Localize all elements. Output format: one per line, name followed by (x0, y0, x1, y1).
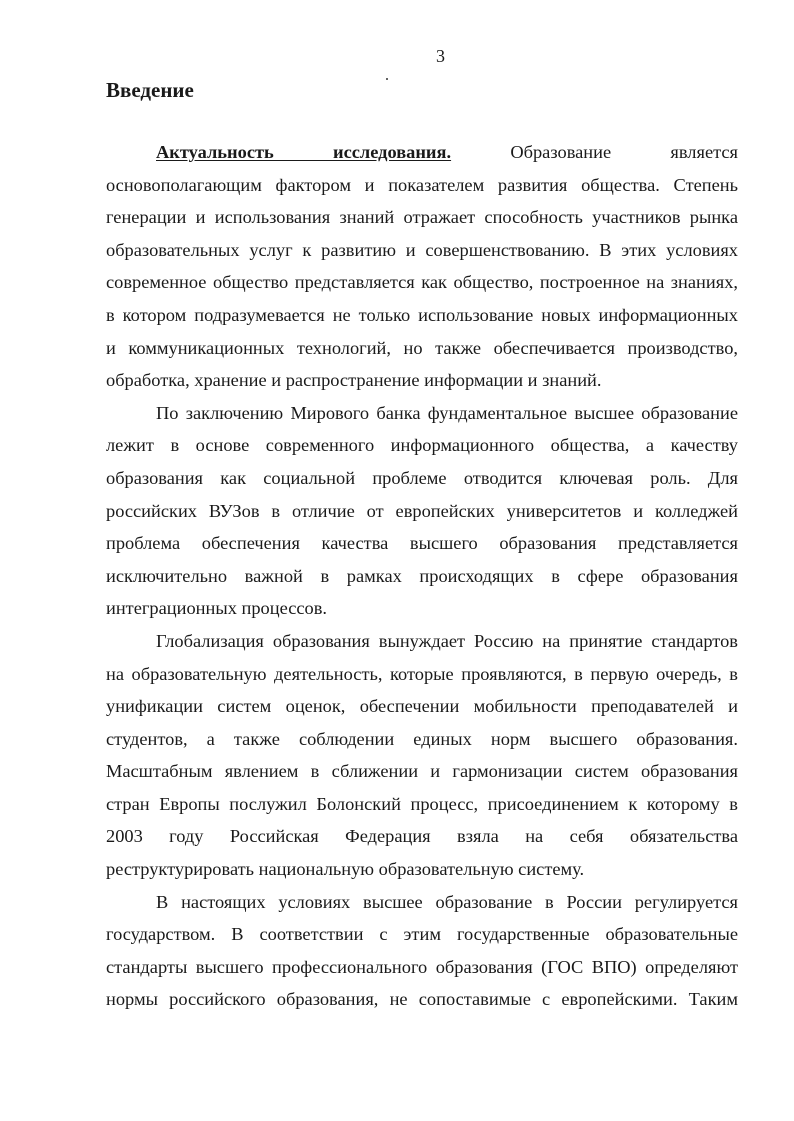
page-number: 3 (436, 46, 445, 66)
paragraph-line: исключительно важной в рамках происходящих в сфере образования (106, 565, 738, 586)
paragraph-globalization (106, 625, 738, 886)
paragraph-line: студентов, а также соблюдении единых норм высшего образования. (106, 728, 738, 749)
paragraph-line: реструктурировать национальную образовательную систему. (106, 859, 585, 880)
paragraph-line-text: Образование является (510, 142, 738, 162)
paragraph-line: стран Европы послужил Болонский процесс, присоединением к которому в (106, 793, 738, 814)
paragraph-relevance (106, 136, 738, 397)
paragraph-line: нормы российского образования, не сопоставимые с европейскими. Таким (106, 989, 738, 1010)
paragraph-line: основополагающим фактором и показателем развития общества. Степень (106, 174, 738, 195)
scan-speck (386, 78, 388, 80)
paragraph-line: В настоящих условиях высшее образование в России регулируется (156, 891, 738, 912)
paragraph-line: образовательных услуг к развитию и совершенствованию. В этих условиях (106, 239, 738, 260)
paragraph-line: обработка, хранение и распространение информации и знаний. (106, 370, 602, 391)
paragraph-line: образования как социальной проблеме отводится ключевая роль. Для (106, 467, 738, 488)
paragraph-line: интеграционных процессов. (106, 598, 327, 619)
paragraph-line: и коммуникационных технологий, но также обеспечивается производство, (106, 337, 738, 358)
paragraph-line: 2003 году Российская Федерация взяла на себя обязательства (106, 826, 738, 847)
paragraph-line: современное общество представляется как общество, построенное на знаниях, (106, 272, 738, 293)
paragraph-world-bank (106, 397, 738, 625)
paragraph-line: Глобализация образования вынуждает Россию на принятие стандартов (156, 630, 738, 651)
paragraph-line: российских ВУЗов в отличие от европейских университетов и колледжей (106, 500, 738, 521)
paragraph-line: По заключению Мирового банка фундаментальное высшее образование (156, 402, 738, 423)
lead-in-heading: Актуальность исследования. (156, 142, 452, 162)
body-text (106, 136, 738, 1016)
paragraph-line: лежит в основе современного информационного общества, а качеству (106, 435, 738, 456)
paragraph-line (106, 136, 738, 169)
paragraph-regulation (106, 886, 738, 1016)
section-title: Введение (106, 78, 194, 102)
paragraph-line: на образовательную деятельность, которые проявляются, в первую очередь, в (106, 663, 738, 684)
paragraph-line: государством. В соответствии с этим государственные образовательные (106, 924, 738, 945)
paragraph-line: в котором подразумевается не только использование новых информационных (106, 304, 738, 325)
paragraph-line: стандарты высшего профессионального образования (ГОС ВПО) определяют (106, 956, 738, 977)
paragraph-line: генерации и использования знаний отражает способность участников рынка (106, 207, 738, 228)
paragraph-line: проблема обеспечения качества высшего образования представляется (106, 533, 738, 554)
paragraph-line: унификации систем оценок, обеспечении мобильности преподавателей и (106, 696, 738, 717)
paragraph-line: Масштабным явлением в сближении и гармонизации систем образования (106, 761, 738, 782)
